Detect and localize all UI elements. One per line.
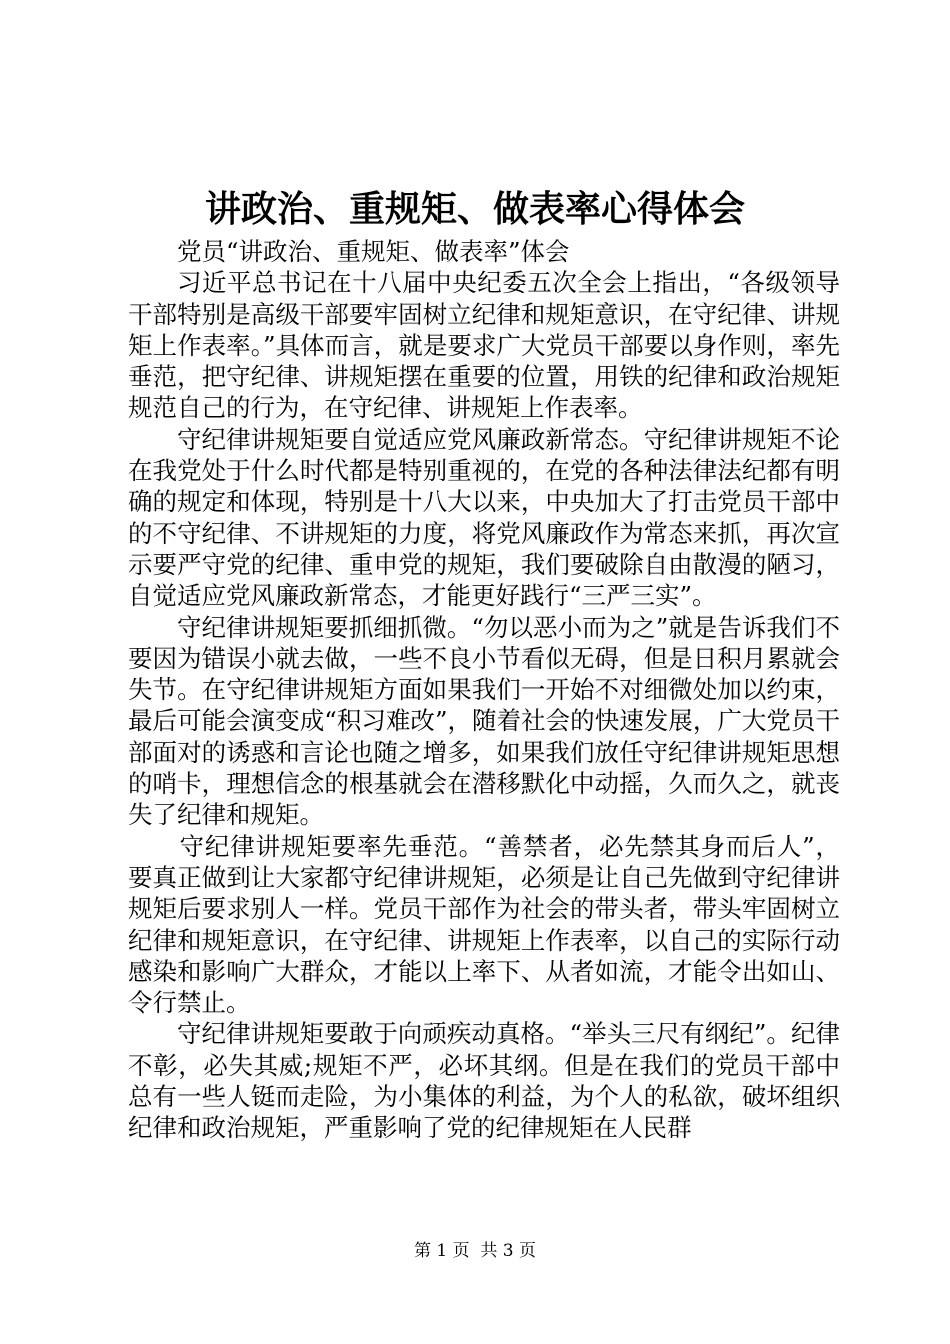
body-paragraph: 守纪律讲规矩要抓细抓微。“勿以恶小而为之”就是告诉我们不要因为错误小就去做，一些不良小节看似无碍，但是日积月累就会失节。在守纪律讲规矩方面如果我们一开始不对细微处加以约束，最后可能会演变成“积习难改”，随着社会的快速发展，广大党员干部面对的诱惑和言论也随之增多，如果我们放任守纪律讲规矩思想的哨卡，理想信念的根基就会在潜移默化中动摇，久而久之，就丧失了纪律和规矩。 bbox=[128, 612, 840, 830]
page-footer bbox=[0, 1240, 950, 1262]
body-paragraph: 习近平总书记在十八届中央纪委五次全会上指出，“各级领导干部特别是高级干部要牢固树立纪律和规矩意识，在守纪律、讲规矩上作表率。”具体而言，就是要求广大党员干部要以身作则，率先垂范，把守纪律、讲规矩摆在重要的位置，用铁的纪律和政治规矩规范自己的行为，在守纪律、讲规矩上作表率。 bbox=[128, 268, 840, 423]
document-title: 讲政治、重规矩、做表率心得体会 bbox=[204, 188, 745, 230]
body-paragraph: 守纪律讲规矩要率先垂范。“善禁者，必先禁其身而后人”，要真正做到让大家都守纪律讲规矩，必须是让自己先做到守纪律讲规矩后要求别人一样。党员干部作为社会的带头者，带头牢固树立纪律和规矩意识，在守纪律、讲规矩上作表率，以自己的实际行动感染和影响广大群众，才能以上率下、从者如流，才能令出如山、令行禁止。 bbox=[128, 831, 840, 1018]
subtitle-paragraph: 党员“讲政治、重规矩、做表率”体会 bbox=[177, 237, 570, 266]
body-paragraph: 守纪律讲规矩要敢于向顽疾动真格。“举头三尺有纲纪”。纪律不彰，必失其威;规矩不严，必坏其纲。但是在我们的党员干部中总有一些人铤而走险，为小集体的利益，为个人的私欲，破坏组织纪律和政治规矩，严重影响了党的纪律规矩在人民群 bbox=[128, 1019, 840, 1143]
body-paragraph: 守纪律讲规矩要自觉适应党风廉政新常态。守纪律讲规矩不论在我党处于什么时代都是特别重视的，在党的各种法律法纪都有明确的规定和体现，特别是十八大以来，中央加大了打击党员干部中的不守纪律、不讲规矩的力度，将党风廉政作为常态来抓，再次宣示要严守党的纪律、重申党的规矩，我们要破除自由散漫的陋习，自觉适应党风廉政新常态，才能更好践行“三严三实”。 bbox=[128, 424, 840, 611]
document-body bbox=[128, 236, 840, 1144]
page-number-label: 第 1 页 共 3 页 bbox=[413, 1241, 537, 1261]
